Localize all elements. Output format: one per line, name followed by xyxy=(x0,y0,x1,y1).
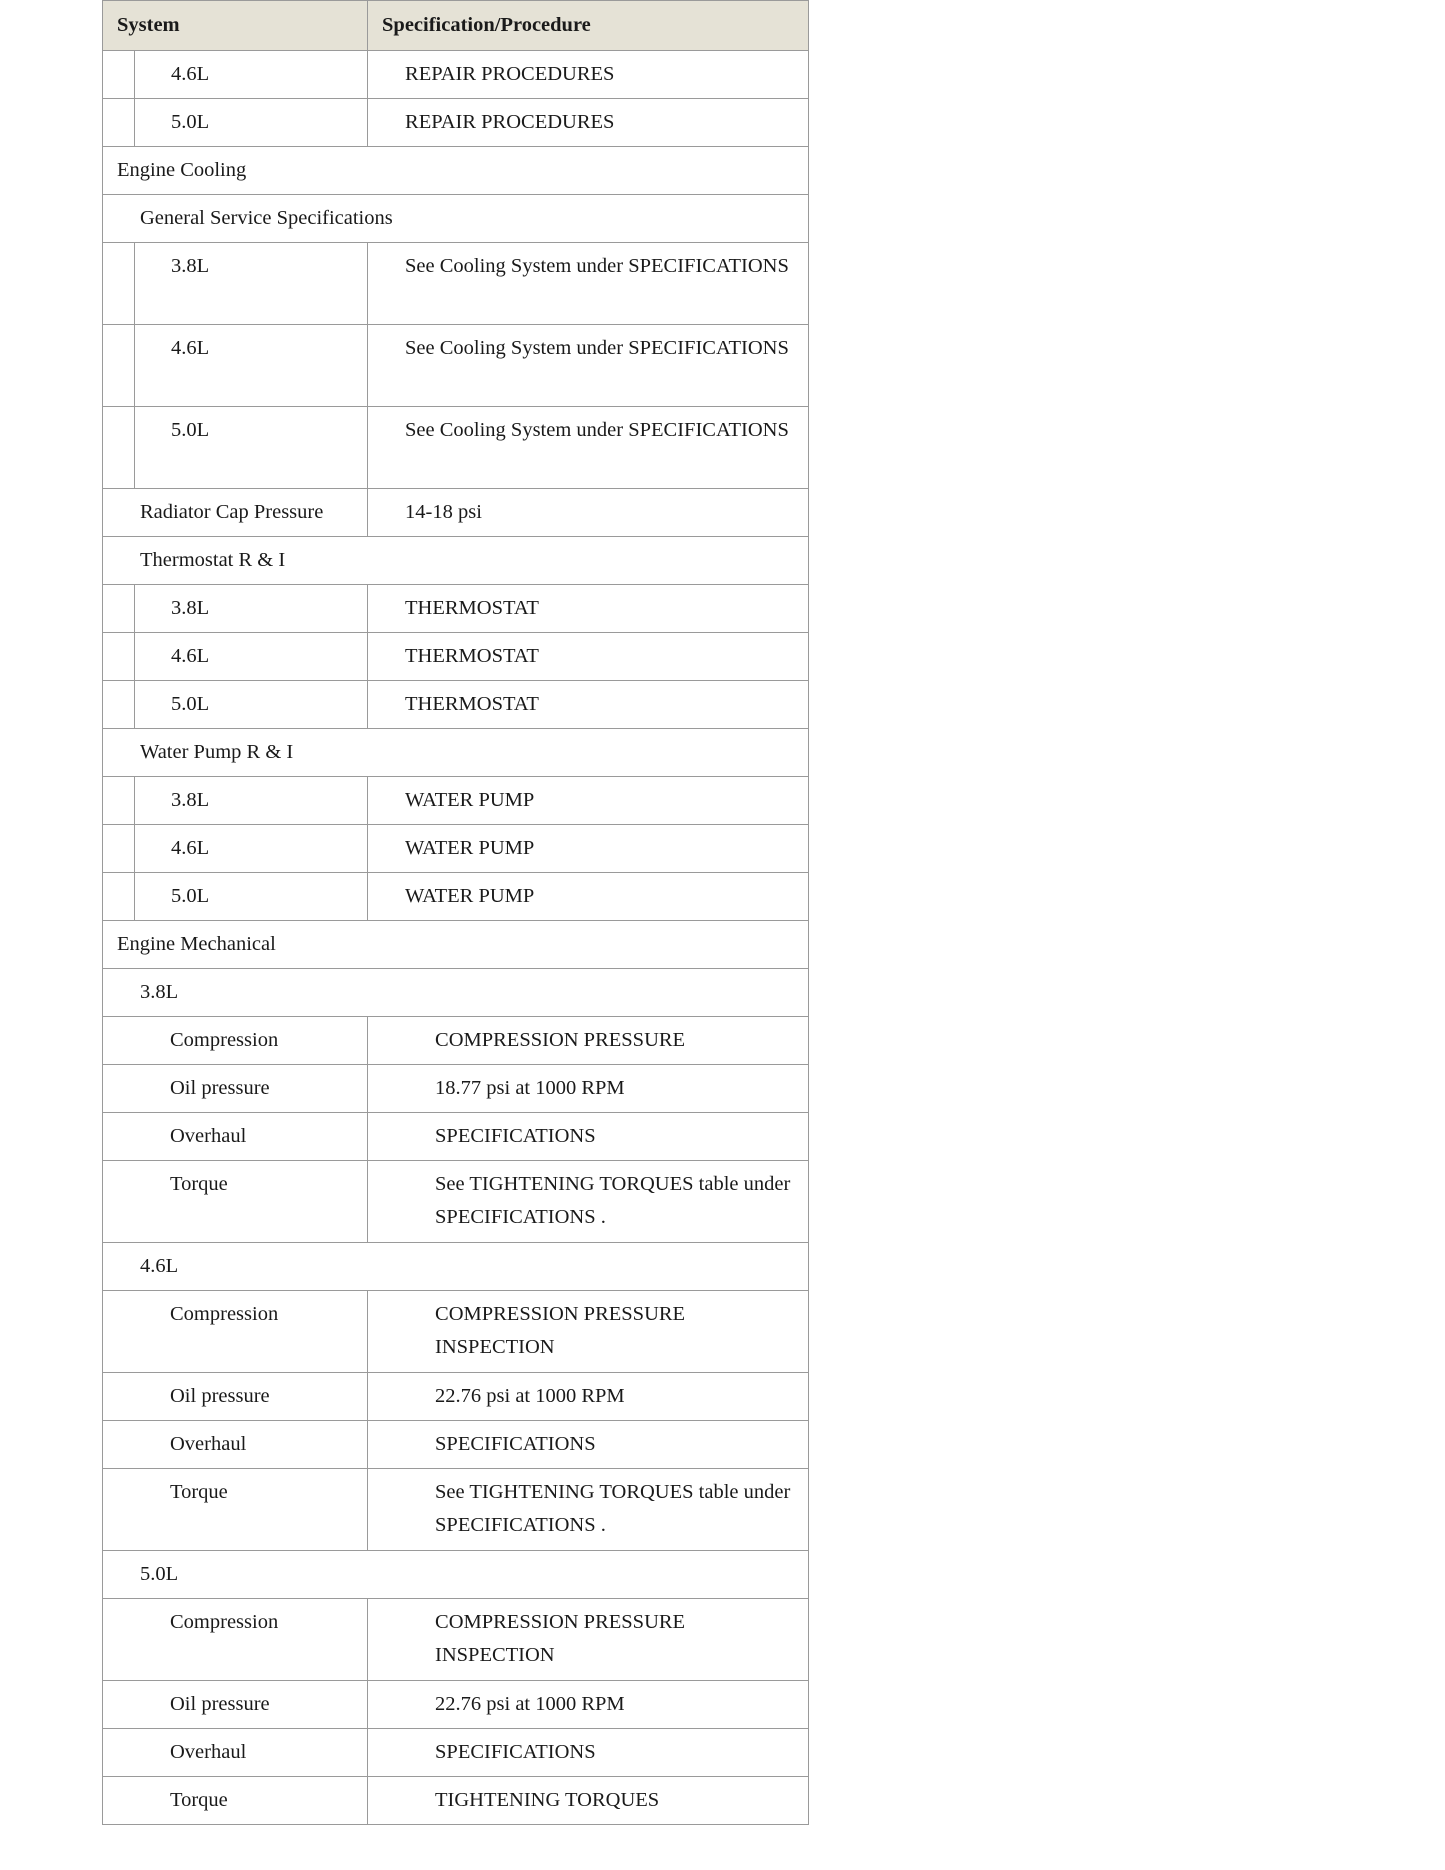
row-label: 5.0L xyxy=(135,99,368,147)
row-value: REPAIR PROCEDURES xyxy=(368,99,809,147)
row-value: WATER PUMP xyxy=(368,777,809,825)
row-value: 22.76 psi at 1000 RPM xyxy=(368,1681,809,1729)
row-label: Radiator Cap Pressure xyxy=(103,489,368,537)
row-label: 3.8L xyxy=(135,585,368,633)
section-row xyxy=(103,921,809,969)
row-value: THERMOSTAT xyxy=(368,585,809,633)
row-label: 3.8L xyxy=(135,243,368,325)
table-row xyxy=(103,1777,809,1825)
header-system: System xyxy=(103,1,368,51)
row-label: 5.0L xyxy=(135,681,368,729)
table-row xyxy=(103,1599,809,1681)
section-row xyxy=(103,147,809,195)
group-heading: 5.0L xyxy=(103,1551,809,1599)
row-label: 4.6L xyxy=(135,825,368,873)
row-value: COMPRESSION PRESSURE INSPECTION xyxy=(368,1291,809,1373)
row-value: SPECIFICATIONS xyxy=(368,1729,809,1777)
section-heading: Engine Mechanical xyxy=(103,921,809,969)
table-row xyxy=(103,633,809,681)
indent-cell xyxy=(103,407,135,489)
indent-cell xyxy=(103,243,135,325)
row-value: 18.77 psi at 1000 RPM xyxy=(368,1065,809,1113)
row-value: THERMOSTAT xyxy=(368,633,809,681)
table-row xyxy=(103,51,809,99)
row-label: 4.6L xyxy=(135,51,368,99)
table-row xyxy=(103,407,809,489)
group-heading: 3.8L xyxy=(103,969,809,1017)
group-row xyxy=(103,969,809,1017)
row-label: Oil pressure xyxy=(103,1681,368,1729)
row-value: COMPRESSION PRESSURE INSPECTION xyxy=(368,1599,809,1681)
row-label: Compression xyxy=(103,1017,368,1065)
row-label: Torque xyxy=(103,1777,368,1825)
indent-cell xyxy=(103,633,135,681)
table-row xyxy=(103,873,809,921)
section-heading: Engine Cooling xyxy=(103,147,809,195)
header-specification-procedure: Specification/Procedure xyxy=(368,1,809,51)
table-row xyxy=(103,1729,809,1777)
table-row xyxy=(103,1113,809,1161)
row-value: 22.76 psi at 1000 RPM xyxy=(368,1373,809,1421)
table-row xyxy=(103,1469,809,1551)
row-value: THERMOSTAT xyxy=(368,681,809,729)
row-value: SPECIFICATIONS xyxy=(368,1113,809,1161)
row-label: Overhaul xyxy=(103,1729,368,1777)
row-label: Oil pressure xyxy=(103,1065,368,1113)
table-row xyxy=(103,489,809,537)
indent-cell xyxy=(103,51,135,99)
group-row xyxy=(103,1243,809,1291)
table-header-row xyxy=(103,1,809,51)
specification-table xyxy=(102,0,809,1825)
row-label: 5.0L xyxy=(135,873,368,921)
table-row xyxy=(103,243,809,325)
row-label: Compression xyxy=(103,1599,368,1681)
table-row xyxy=(103,99,809,147)
row-value: See Cooling System under SPECIFICATIONS xyxy=(368,243,809,325)
row-value: 14-18 psi xyxy=(368,489,809,537)
table-row xyxy=(103,1373,809,1421)
group-row xyxy=(103,1551,809,1599)
row-value: WATER PUMP xyxy=(368,825,809,873)
row-label: Torque xyxy=(103,1469,368,1551)
row-label: Overhaul xyxy=(103,1421,368,1469)
group-heading: Water Pump R & I xyxy=(103,729,809,777)
table-row xyxy=(103,825,809,873)
table-row xyxy=(103,1161,809,1243)
table-row xyxy=(103,1065,809,1113)
indent-cell xyxy=(103,585,135,633)
row-value: SPECIFICATIONS xyxy=(368,1421,809,1469)
indent-cell xyxy=(103,825,135,873)
table-row xyxy=(103,681,809,729)
row-value: See Cooling System under SPECIFICATIONS xyxy=(368,325,809,407)
indent-cell xyxy=(103,873,135,921)
indent-cell xyxy=(103,99,135,147)
indent-cell xyxy=(103,325,135,407)
row-value: REPAIR PROCEDURES xyxy=(368,51,809,99)
group-row xyxy=(103,729,809,777)
row-label: 3.8L xyxy=(135,777,368,825)
row-value: See TIGHTENING TORQUES table under SPECIFICATIONS . xyxy=(368,1161,809,1243)
table-row xyxy=(103,777,809,825)
row-label: Compression xyxy=(103,1291,368,1373)
row-label: Torque xyxy=(103,1161,368,1243)
table-row xyxy=(103,1017,809,1065)
row-value: TIGHTENING TORQUES xyxy=(368,1777,809,1825)
row-label: Oil pressure xyxy=(103,1373,368,1421)
row-value: WATER PUMP xyxy=(368,873,809,921)
group-heading: 4.6L xyxy=(103,1243,809,1291)
table-row xyxy=(103,1421,809,1469)
row-label: Overhaul xyxy=(103,1113,368,1161)
row-value: See TIGHTENING TORQUES table under SPECIFICATIONS . xyxy=(368,1469,809,1551)
table-row xyxy=(103,1291,809,1373)
table-row xyxy=(103,585,809,633)
table-row xyxy=(103,325,809,407)
group-row xyxy=(103,537,809,585)
row-label: 5.0L xyxy=(135,407,368,489)
group-heading: General Service Specifications xyxy=(103,195,809,243)
row-label: 4.6L xyxy=(135,325,368,407)
row-value: See Cooling System under SPECIFICATIONS xyxy=(368,407,809,489)
row-label: 4.6L xyxy=(135,633,368,681)
group-heading: Thermostat R & I xyxy=(103,537,809,585)
indent-cell xyxy=(103,777,135,825)
row-value: COMPRESSION PRESSURE xyxy=(368,1017,809,1065)
indent-cell xyxy=(103,681,135,729)
table-row xyxy=(103,1681,809,1729)
group-row xyxy=(103,195,809,243)
